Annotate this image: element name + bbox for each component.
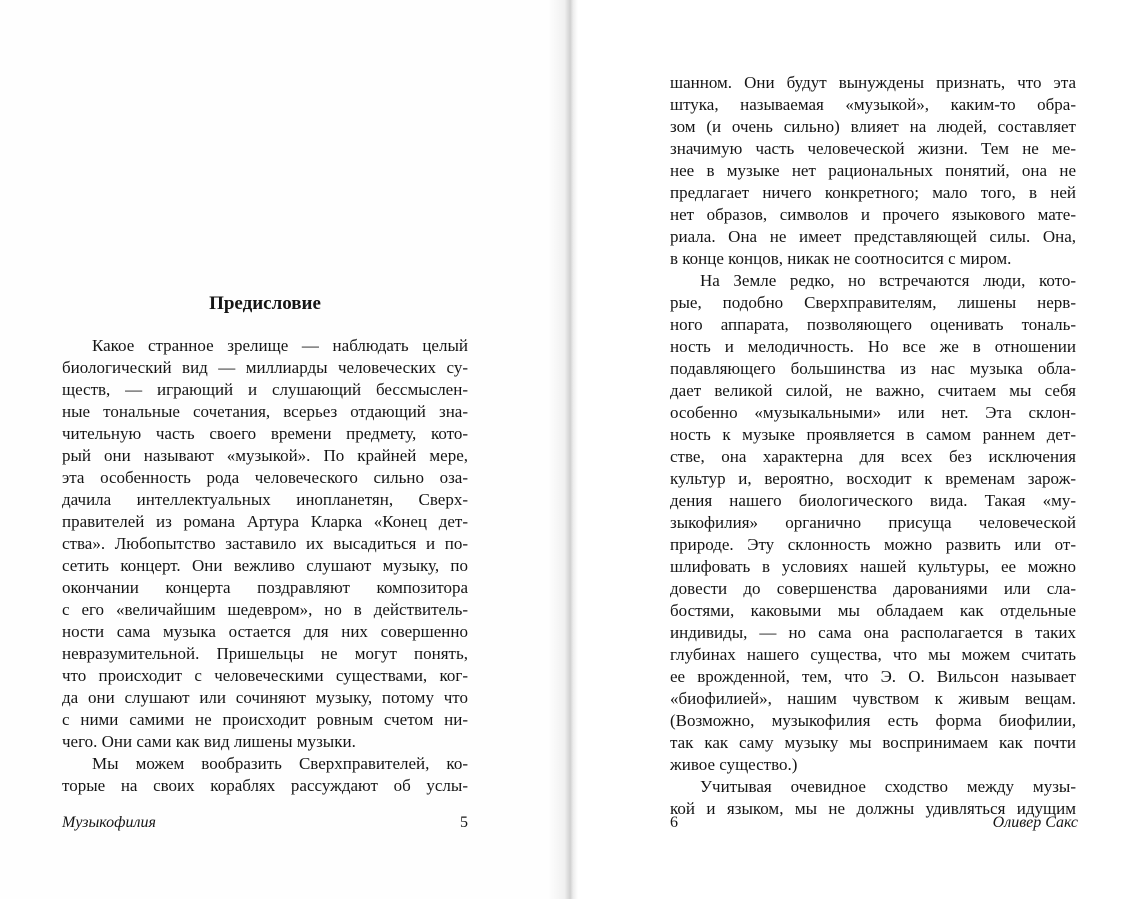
text-line: рый они называют «музыкой». По крайней мере, [62, 446, 468, 465]
text-line: с ними самими не происходит ровным счетом ни- [62, 710, 468, 729]
text-line: «биофилией», нашим чувством к живым вещам. [670, 689, 1076, 708]
text-line: торые на своих кораблях рассуждают об услы- [62, 776, 468, 795]
text-line: ществ, — играющий и слушающий бессмыслен- [62, 380, 468, 399]
text-line: ные тональные сочетания, всерьез отдающий зна- [62, 402, 468, 421]
text-line: сетить концерт. Они вежливо слушают музыку, по [62, 556, 468, 575]
text-line: дения нашего биологического вида. Такая «му- [670, 491, 1076, 510]
text-line: зом (и очень сильно) влияет на людей, составляет [670, 117, 1076, 136]
text-line: биологический вид — миллиарды человеческих су- [62, 358, 468, 377]
text-line: Какое странное зрелище — наблюдать целый [92, 336, 468, 355]
running-title: Музыкофилия [62, 814, 156, 831]
text-line: На Земле редко, но встречаются люди, кото- [700, 271, 1076, 290]
text-line: эта особенность рода человеческого сильно оза- [62, 468, 468, 487]
right-page-text [670, 72, 1076, 820]
text-line: правителей из романа Артура Кларка «Конец дет- [62, 512, 468, 531]
text-line: рые, подобно Сверхправителям, лишены нерв- [670, 293, 1076, 312]
text-line: бостями, каковыми мы обладаем как отдельные [670, 601, 1076, 620]
text-line: ность и мелодичность. Но все же в отношении [670, 337, 1076, 356]
text-line: Учитывая очевидное сходство между музы- [700, 777, 1076, 796]
text-line: штука, называемая «музыкой», каким-то обра- [670, 95, 1076, 114]
text-line: так как саму музыку мы воспринимаем как почти [670, 733, 1076, 752]
right-page [570, 0, 1140, 899]
text-line: довести до совершенства дарованиями или сла- [670, 579, 1076, 598]
left-page-text [62, 335, 468, 797]
text-line: шанном. Они будут вынуждены признать, что эта [670, 73, 1076, 92]
text-line: Мы можем вообразить Сверхправителей, ко- [92, 754, 468, 773]
text-line: дает великой силой, не важно, считаем мы себя [670, 381, 1076, 400]
page-number: 6 [670, 814, 678, 831]
text-line: чего. Они сами как вид лишены музыки. [62, 732, 356, 751]
text-line: риала. Она не имеет представляющей силы. Она, [670, 227, 1076, 246]
text-line: ности сама музыка остается для них совершенно [62, 622, 468, 641]
text-line: культур и, вероятно, восходит к временам зарож- [670, 469, 1076, 488]
text-line: подавляющего большинства из нас музыка обла- [670, 359, 1076, 378]
text-line: да они слушают или сочиняют музыку, потому что [62, 688, 468, 707]
text-line: живое существо.) [670, 755, 798, 774]
page-heading: Предисловие [209, 293, 321, 314]
running-title: Оливер Сакс [992, 814, 1078, 831]
text-line: (Возможно, музыкофилия есть форма биофилии, [670, 711, 1076, 730]
text-line: шлифовать в условиях нашей культуры, ее можно [670, 557, 1076, 576]
text-line: предлагает ничего конкретного; мало того, в ней [670, 183, 1076, 202]
text-line: ность к музыке проявляется в самом раннем дет- [670, 425, 1076, 444]
text-line: ного аппарата, позволяющего оценивать тональ- [670, 315, 1076, 334]
text-line: в конце концов, никак не соотносится с миром. [670, 249, 1012, 268]
text-line: индивиды, — но сама она располагается в таких [670, 623, 1076, 642]
text-line: что происходит с человеческими существами, ког- [62, 666, 468, 685]
text-line: нет образов, символов и прочего языкового мате- [670, 205, 1076, 224]
text-line: дачила интеллектуальных инопланетян, Сверх- [62, 490, 468, 509]
text-line: особенно «музыкальными» или нет. Эта склон- [670, 403, 1076, 422]
text-line: значимую часть человеческой жизни. Тем не ме- [670, 139, 1076, 158]
page-number: 5 [460, 814, 468, 831]
text-line: ее врожденной, тем, что Э. О. Вильсон называет [670, 667, 1076, 686]
text-line: природе. Эту склонность можно развить или от- [670, 535, 1076, 554]
text-line: невразумительной. Пришельцы не могут понять, [62, 644, 468, 663]
text-line: глубинах нашего существа, что мы можем считать [670, 645, 1076, 664]
text-line: кой и языком, мы не должны удивляться идущим [670, 799, 1076, 818]
text-line: с его «величайшим шедевром», но в действитель- [62, 600, 468, 619]
text-line: стве, она характерна для всех без исключения [670, 447, 1076, 466]
text-line: окончании концерта поздравляют композитора [62, 578, 468, 597]
text-line: зыкофилия» органично присуща человеческой [670, 513, 1076, 532]
text-line: чительную часть своего времени предмету, кото- [62, 424, 468, 443]
text-line: нее в музыке нет рациональных понятий, она не [670, 161, 1076, 180]
text-line: ства». Любопытство заставило их высадиться и по- [62, 534, 468, 553]
